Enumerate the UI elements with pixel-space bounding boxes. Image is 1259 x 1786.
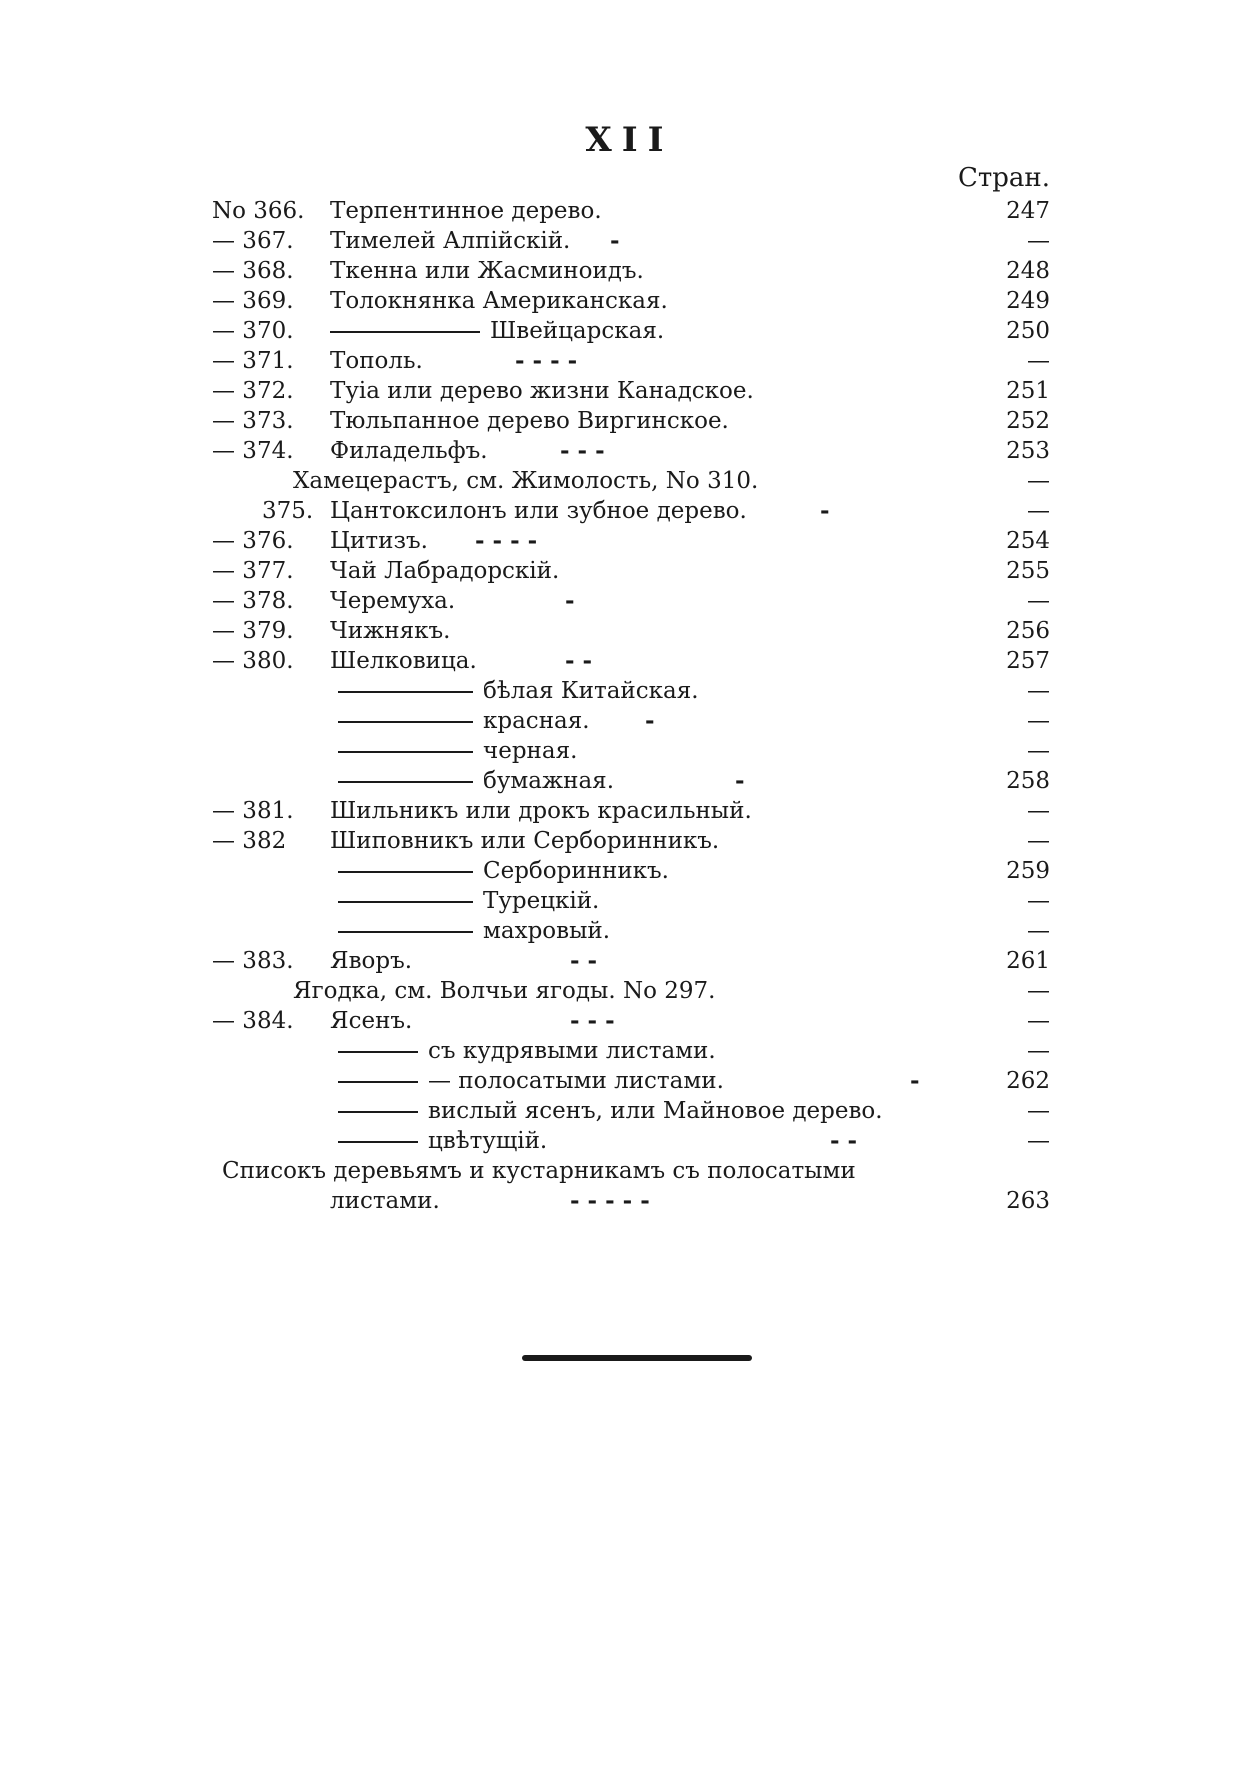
toc-row	[0, 316, 1259, 346]
entry-page: 250	[1006, 318, 1050, 344]
toc-row	[0, 256, 1259, 286]
entry-title: Филадельфъ.	[330, 438, 488, 464]
entry-title: бѣлая Китайская.	[483, 678, 699, 704]
leader-dots: - - - -	[475, 527, 538, 554]
leader-dots: - -	[565, 647, 593, 674]
entry-number: — 368.	[212, 258, 294, 284]
toc-row	[0, 826, 1259, 856]
toc-row	[0, 766, 1259, 796]
entry-page: 262	[1006, 1068, 1050, 1094]
toc-row	[0, 856, 1259, 886]
entry-title: Ясенъ.	[330, 1008, 413, 1034]
entry-page: —	[1027, 828, 1050, 854]
entry-title: Турецкій.	[483, 888, 600, 914]
entry-page: 249	[1006, 288, 1050, 314]
entry-number: 375.	[262, 498, 314, 524]
toc-row	[0, 526, 1259, 556]
entry-title: махровый.	[483, 918, 611, 944]
entry-title: Шелковица.	[330, 648, 477, 674]
toc-row	[0, 1036, 1259, 1066]
toc-row	[0, 556, 1259, 586]
ditto-dash	[338, 751, 473, 753]
toc-row	[0, 346, 1259, 376]
entry-title: Серборинникъ.	[483, 858, 669, 884]
entry-page: 247	[1006, 198, 1050, 224]
ditto-dash	[338, 871, 473, 873]
toc-row	[0, 226, 1259, 256]
leader-dots: - -	[830, 1127, 858, 1154]
toc-row	[0, 736, 1259, 766]
entry-number: — 373.	[212, 408, 294, 434]
entry-number: — 383.	[212, 948, 294, 974]
entry-number: — 379.	[212, 618, 294, 644]
entry-page: —	[1027, 798, 1050, 824]
leader-dots: - - - - -	[570, 1187, 650, 1214]
entry-page: —	[1027, 1038, 1050, 1064]
entry-page: —	[1027, 348, 1050, 374]
ditto-dash	[338, 1081, 418, 1083]
entry-number: — 382	[212, 828, 287, 854]
entry-title: Ягодка, см. Волчьи ягоды. No 297.	[293, 978, 716, 1004]
toc-row	[0, 1156, 1259, 1186]
entry-page: —	[1027, 738, 1050, 764]
entry-number: — 369.	[212, 288, 294, 314]
end-rule	[522, 1355, 752, 1361]
entry-number: — 381.	[212, 798, 294, 824]
entry-page: 263	[1006, 1188, 1050, 1214]
toc-row	[0, 886, 1259, 916]
entry-number: — 376.	[212, 528, 294, 554]
entry-number: — 374.	[212, 438, 294, 464]
entry-title: Чижнякъ.	[330, 618, 451, 644]
entry-title: Хамецерастъ, см. Жимолость, No 310.	[293, 468, 759, 494]
entry-page: 256	[1006, 618, 1050, 644]
toc-row	[0, 706, 1259, 736]
ditto-dash	[338, 931, 473, 933]
entry-title: Терпентинное дерево.	[330, 198, 602, 224]
entry-page: 253	[1006, 438, 1050, 464]
entry-page: 255	[1006, 558, 1050, 584]
toc-row	[0, 946, 1259, 976]
entry-title: Черемуха.	[330, 588, 456, 614]
entry-title: Цитизъ.	[330, 528, 428, 554]
ditto-dash	[338, 781, 473, 783]
entry-page: —	[1027, 1098, 1050, 1124]
entry-page: —	[1027, 498, 1050, 524]
leader-dots: -	[610, 227, 620, 254]
entry-page: —	[1027, 228, 1050, 254]
entry-title: Тополь.	[330, 348, 423, 374]
entry-title: Списокъ деревьямъ и кустарникамъ съ полосатыми	[222, 1158, 856, 1184]
leader-dots: -	[735, 767, 745, 794]
leader-dots: -	[565, 587, 575, 614]
page-column-header: Стран.	[957, 163, 1050, 193]
entry-page: —	[1027, 1008, 1050, 1034]
toc-row	[0, 1006, 1259, 1036]
entry-title: красная.	[483, 708, 590, 734]
toc-row	[0, 1186, 1259, 1216]
toc-row	[0, 916, 1259, 946]
entry-number: — 380.	[212, 648, 294, 674]
entry-title: Тимелей Алпійскій.	[330, 228, 571, 254]
entry-title: Цантоксилонъ или зубное дерево.	[330, 498, 747, 524]
ditto-dash	[338, 1111, 418, 1113]
entry-page: —	[1027, 978, 1050, 1004]
entry-page: —	[1027, 1128, 1050, 1154]
entry-number: — 371.	[212, 348, 294, 374]
entry-number: — 367.	[212, 228, 294, 254]
toc-row	[0, 406, 1259, 436]
leader-dots: - -	[570, 947, 598, 974]
toc-row	[0, 976, 1259, 1006]
entry-title: Шильникъ или дрокъ красильный.	[330, 798, 752, 824]
entry-page: —	[1027, 468, 1050, 494]
entry-number: — 378.	[212, 588, 294, 614]
entry-title: листами.	[330, 1188, 440, 1214]
entry-title: Тюльпанное дерево Виргинское.	[330, 408, 729, 434]
entry-page: 261	[1006, 948, 1050, 974]
entry-page: 257	[1006, 648, 1050, 674]
entry-title: цвѣтущій.	[428, 1128, 548, 1154]
entry-number: — 384.	[212, 1008, 294, 1034]
toc-row	[0, 496, 1259, 526]
toc-row	[0, 196, 1259, 226]
toc-row	[0, 646, 1259, 676]
entry-page: 251	[1006, 378, 1050, 404]
entry-page: 254	[1006, 528, 1050, 554]
leader-dots: - - -	[570, 1007, 615, 1034]
toc-row	[0, 466, 1259, 496]
toc-row	[0, 376, 1259, 406]
entry-title: Чай Лабрадорскій.	[330, 558, 560, 584]
toc-row	[0, 1066, 1259, 1096]
entry-number: — 377.	[212, 558, 294, 584]
entry-title: бумажная.	[483, 768, 615, 794]
table-of-contents	[0, 196, 1259, 1216]
entry-page: —	[1027, 708, 1050, 734]
entry-page: —	[1027, 888, 1050, 914]
ditto-dash	[338, 691, 473, 693]
leader-dots: - - -	[560, 437, 605, 464]
entry-title: Туіа или дерево жизни Канадское.	[330, 378, 754, 404]
entry-title: Ткенна или Жасминоидъ.	[330, 258, 644, 284]
entry-title: Толокнянка Американская.	[330, 288, 668, 314]
entry-title: Шиповникъ или Серборинникъ.	[330, 828, 720, 854]
entry-page: —	[1027, 588, 1050, 614]
ditto-dash	[338, 1051, 418, 1053]
entry-title: вислый ясенъ, или Майновое дерево.	[428, 1098, 883, 1124]
entry-title: черная.	[483, 738, 578, 764]
toc-row	[0, 586, 1259, 616]
toc-row	[0, 286, 1259, 316]
entry-title: Швейцарская.	[490, 318, 665, 344]
leader-dots: -	[645, 707, 655, 734]
entry-page: 258	[1006, 768, 1050, 794]
toc-row	[0, 676, 1259, 706]
leader-dots: - - - -	[515, 347, 578, 374]
toc-row	[0, 616, 1259, 646]
entry-page: 248	[1006, 258, 1050, 284]
entry-number: — 370.	[212, 318, 294, 344]
page-number: XII	[585, 120, 674, 160]
toc-row	[0, 436, 1259, 466]
ditto-dash	[338, 1141, 418, 1143]
leader-dots: -	[910, 1067, 920, 1094]
entry-title: Яворъ.	[330, 948, 413, 974]
toc-row	[0, 796, 1259, 826]
ditto-dash	[330, 331, 480, 333]
entry-page: 259	[1006, 858, 1050, 884]
leader-dots: -	[820, 497, 830, 524]
entry-number: No 366.	[212, 198, 305, 224]
entry-page: —	[1027, 918, 1050, 944]
entry-number: — 372.	[212, 378, 294, 404]
entry-title: съ кудрявыми листами.	[428, 1038, 716, 1064]
ditto-dash	[338, 901, 473, 903]
entry-page: 252	[1006, 408, 1050, 434]
toc-row	[0, 1126, 1259, 1156]
entry-page: —	[1027, 678, 1050, 704]
ditto-dash	[338, 721, 473, 723]
toc-row	[0, 1096, 1259, 1126]
entry-title: — полосатыми листами.	[428, 1068, 724, 1094]
